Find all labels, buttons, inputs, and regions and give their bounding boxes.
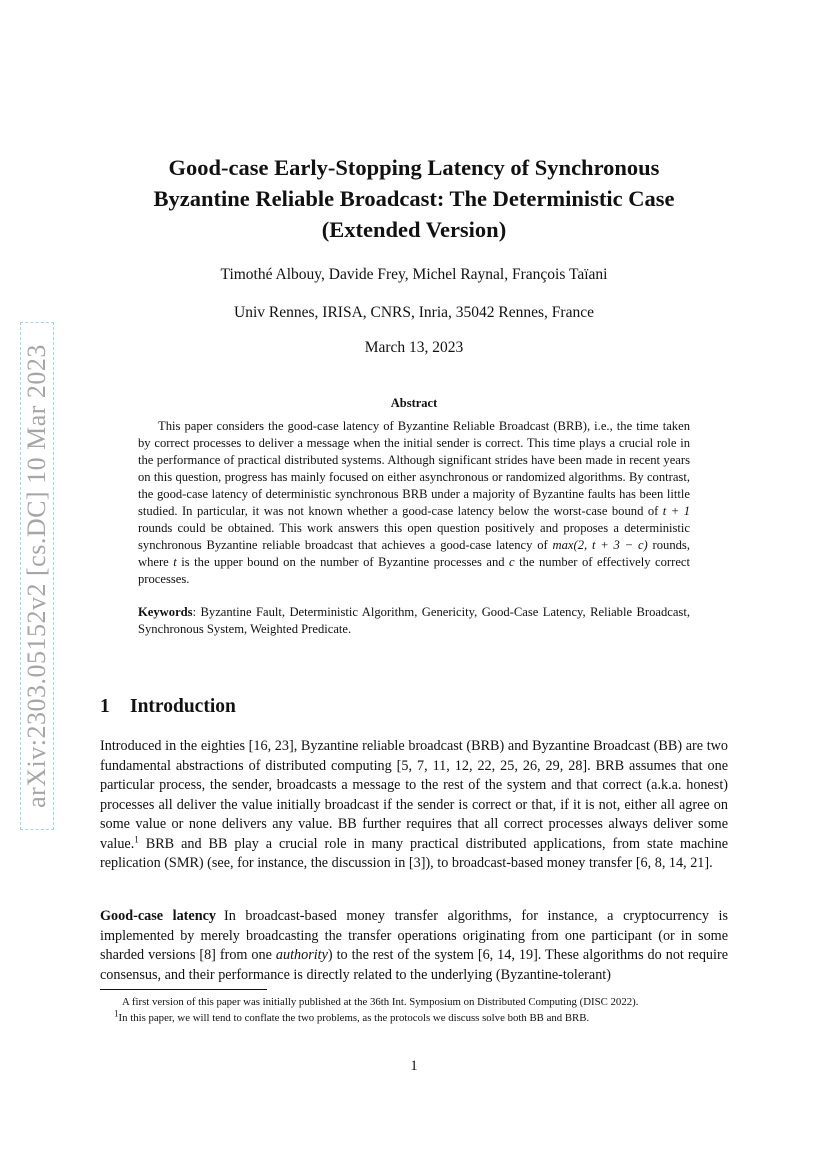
footnote-2 [100, 1008, 728, 1025]
math-max-expression: max(2, t + 3 − c) [552, 538, 648, 552]
good-case-paragraph [100, 907, 728, 985]
section-number: 1 [100, 696, 110, 717]
paragraph-heading: Good-case latency [100, 908, 216, 924]
page-number: 1 [410, 1058, 418, 1074]
author-list: Timothé Albouy, Davide Frey, Michel Raynal, François Taïani [220, 266, 608, 283]
arxiv-stamp [20, 322, 54, 830]
footnote-2-marker: 1 [114, 1008, 119, 1019]
abstract-text: is the upper bound on the number of Byzantine processes and [176, 555, 510, 569]
math-t: t [173, 555, 177, 569]
abstract-text: the number of effectively correct processes. [138, 555, 691, 586]
paragraph-text: In broadcast-based money transfer algorithms, for instance, a cryptocurrency is implemented by merely broadcasting the transfer operations originating from one participant (or in some sharded versions [8] from one [100, 908, 729, 963]
title-line-3: (Extended Version) [321, 217, 507, 242]
abstract-text: rounds could be obtained. This work answers this open question positively and proposes a deterministic synchronous Byzantine reliable broadcast that achieves a good-case latency of [138, 521, 690, 552]
abstract-text: rounds, where [138, 538, 690, 569]
intro-paragraph [100, 737, 728, 874]
intro-text: Introduced in the eighties [16, 23], Byzantine reliable broadcast (BRB) and Byzantine Broadcast (BB) are two fundamental abstractions of distributed computing [5, 7, 11, 12, 22, 25, 26, 29, 28]. BRB assumes that one particular process, the sender, broadcasts a message to the rest of the system and that correct (a.k.a. honest) processes all deliver the value initially broadcast if the sender is correct or that, if it is not, either all agree on some value or none delivers any value. BB further requires that all correct processes always deliver some value. [100, 738, 728, 852]
abstract-body [138, 418, 690, 588]
affiliation: Univ Rennes, IRISA, CNRS, Inria, 35042 Rennes, France [234, 304, 594, 321]
keywords-label: Keywords [138, 605, 193, 619]
math-c: c [509, 555, 515, 569]
paragraph-text: ) to the rest of the system [6, 14, 19]. These algorithms do not require consensus, and their performance is directly related to the underlying (Byzantine-tolerant) [100, 947, 728, 983]
publication-date: March 13, 2023 [364, 339, 464, 356]
keywords-text: : Byzantine Fault, Deterministic Algorithm, Genericity, Good-Case Latency, Reliable Broadcast, Synchronous System, Weighted Predicate. [138, 605, 690, 636]
intro-text: BRB and BB play a crucial role in many practical distributed applications, from state machine replication (SMR) (see, for instance, the discussion in [3]), to broadcast-based money transfer [6, 8, 14, 21]. [100, 835, 728, 871]
footnote-rule [100, 989, 267, 990]
paper-title [100, 152, 728, 245]
title-line-1: Good-case Early-Stopping Latency of Synchronous [168, 155, 660, 180]
footnote-marker[interactable]: 1 [134, 833, 139, 844]
emphasis-authority: authority [275, 947, 328, 963]
abstract-text: This paper considers the good-case latency of Byzantine Reliable Broadcast (BRB), i.e., the time taken by correct processes to deliver a message when the initial sender is correct. This time plays a crucial role in the performance of practical distributed systems. Although significant strides have been made in recent years on this question, progress has mainly focused on either asynchronous or randomized algorithms. By contrast, the good-case latency of deterministic synchronous BRB under a majority of Byzantine faults has been little studied. In particular, it was not known whether a good-case latency below the worst-case bound of [138, 419, 690, 518]
footnote-1: A first version of this paper was initially published at the 36th Int. Symposium on Distributed Computing (DISC 2022). [122, 996, 639, 1008]
title-line-2: Byzantine Reliable Broadcast: The Deterministic Case [153, 186, 675, 211]
abstract-heading: Abstract [390, 396, 438, 410]
section-heading-introduction [100, 696, 236, 718]
math-t-plus-1: t + 1 [662, 504, 690, 518]
keywords [138, 604, 690, 638]
arxiv-stamp-text: arXiv:2303.05152v2 [cs.DC] 10 Mar 2023 [22, 344, 51, 808]
section-title: Introduction [130, 696, 236, 717]
footnote-2-text: In this paper, we will tend to conflate the two problems, as the protocols we discuss solve both BB and BRB. [118, 1012, 590, 1024]
